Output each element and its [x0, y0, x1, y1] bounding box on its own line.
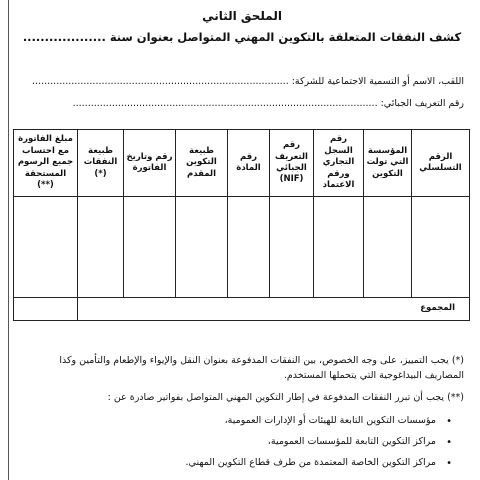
company-name-field: اللقب، الاسم أو التسمية الاجتماعية للشركة: ..................................................................................... [32, 76, 464, 87]
bullet-icon: • [446, 436, 452, 448]
list-item [18, 414, 452, 429]
list-item-text: مراكز التكوين التابعة للمؤسسات العمومية، [267, 435, 436, 447]
footnote-expense-distinction: (*) يجب التمييز، على وجه الخصوص، بين النفقات المدفوعة بعنوان النقل والإيواء والإطعام والتأمين وكذا المصاريف البيداغوجية التي يتحملها المستخدم. [59, 355, 464, 381]
expenses-table [13, 129, 470, 321]
total-amount-cell [14, 298, 78, 321]
header-training-type: طبيعة التكوين المقدم [176, 130, 228, 197]
table-cell [176, 197, 228, 298]
table-row [14, 197, 470, 298]
header-training-institution: المؤسسة التي تولت التكوين [364, 130, 412, 197]
header-invoice-amount: مبلغ الفاتورة مع احتساب جميع الرسوم المستحقة (**) [14, 130, 78, 197]
page-left-edge-rule [8, 0, 9, 480]
list-item [18, 456, 452, 471]
institution-list [18, 414, 464, 470]
tax-id-field: رقم التعريف الجبائي: ..................................................................................................... [72, 98, 464, 109]
footnote-invoice-justification: (**) يجب أن تبرر النفقات المدفوعة في إطار التكوين المهني المتواصل بفواتير صادرة عن : [107, 392, 464, 404]
table-total-row [14, 298, 470, 321]
document-page [12, 0, 472, 480]
annex-title: الملحق الثاني [202, 9, 282, 23]
footnotes [18, 354, 464, 476]
table-cell [412, 197, 470, 298]
header-serial-number: الرقم التسلسلي [412, 130, 470, 197]
list-item-text: مراكز التكوين الخاصة المعتمدة من طرف قطاع التكوين المهني. [185, 456, 436, 468]
total-label: المجموع [78, 298, 470, 321]
table-cell [228, 197, 270, 298]
bullet-icon: • [446, 416, 452, 428]
list-item [18, 435, 452, 450]
table-header-row [14, 130, 470, 197]
table-cell [78, 197, 124, 298]
table-cell [364, 197, 412, 298]
table-cell [314, 197, 364, 298]
table-cell [14, 197, 78, 298]
bullet-icon: • [446, 457, 452, 469]
header-invoice-number-date: رقم وتاريخ الفاتورة [124, 130, 176, 197]
list-item-text: مؤسسات التكوين التابعة للهيئات أو الإدارات العمومية، [224, 415, 436, 427]
header-expense-type: طبيعة النفقات (*) [78, 130, 124, 197]
header-commercial-register: رقم السجل التجاري ورقم الاعتماد [314, 130, 364, 197]
header-tax-id: رقم التعريف الجبائي (NIF) [270, 130, 314, 197]
document-title: كشف النفقات المتعلقة بالتكوين المهني المتواصل بعنوان سنة ................... [22, 30, 462, 44]
header-article-number: رقم المادة [228, 130, 270, 197]
table-cell [270, 197, 314, 298]
table-cell [124, 197, 176, 298]
